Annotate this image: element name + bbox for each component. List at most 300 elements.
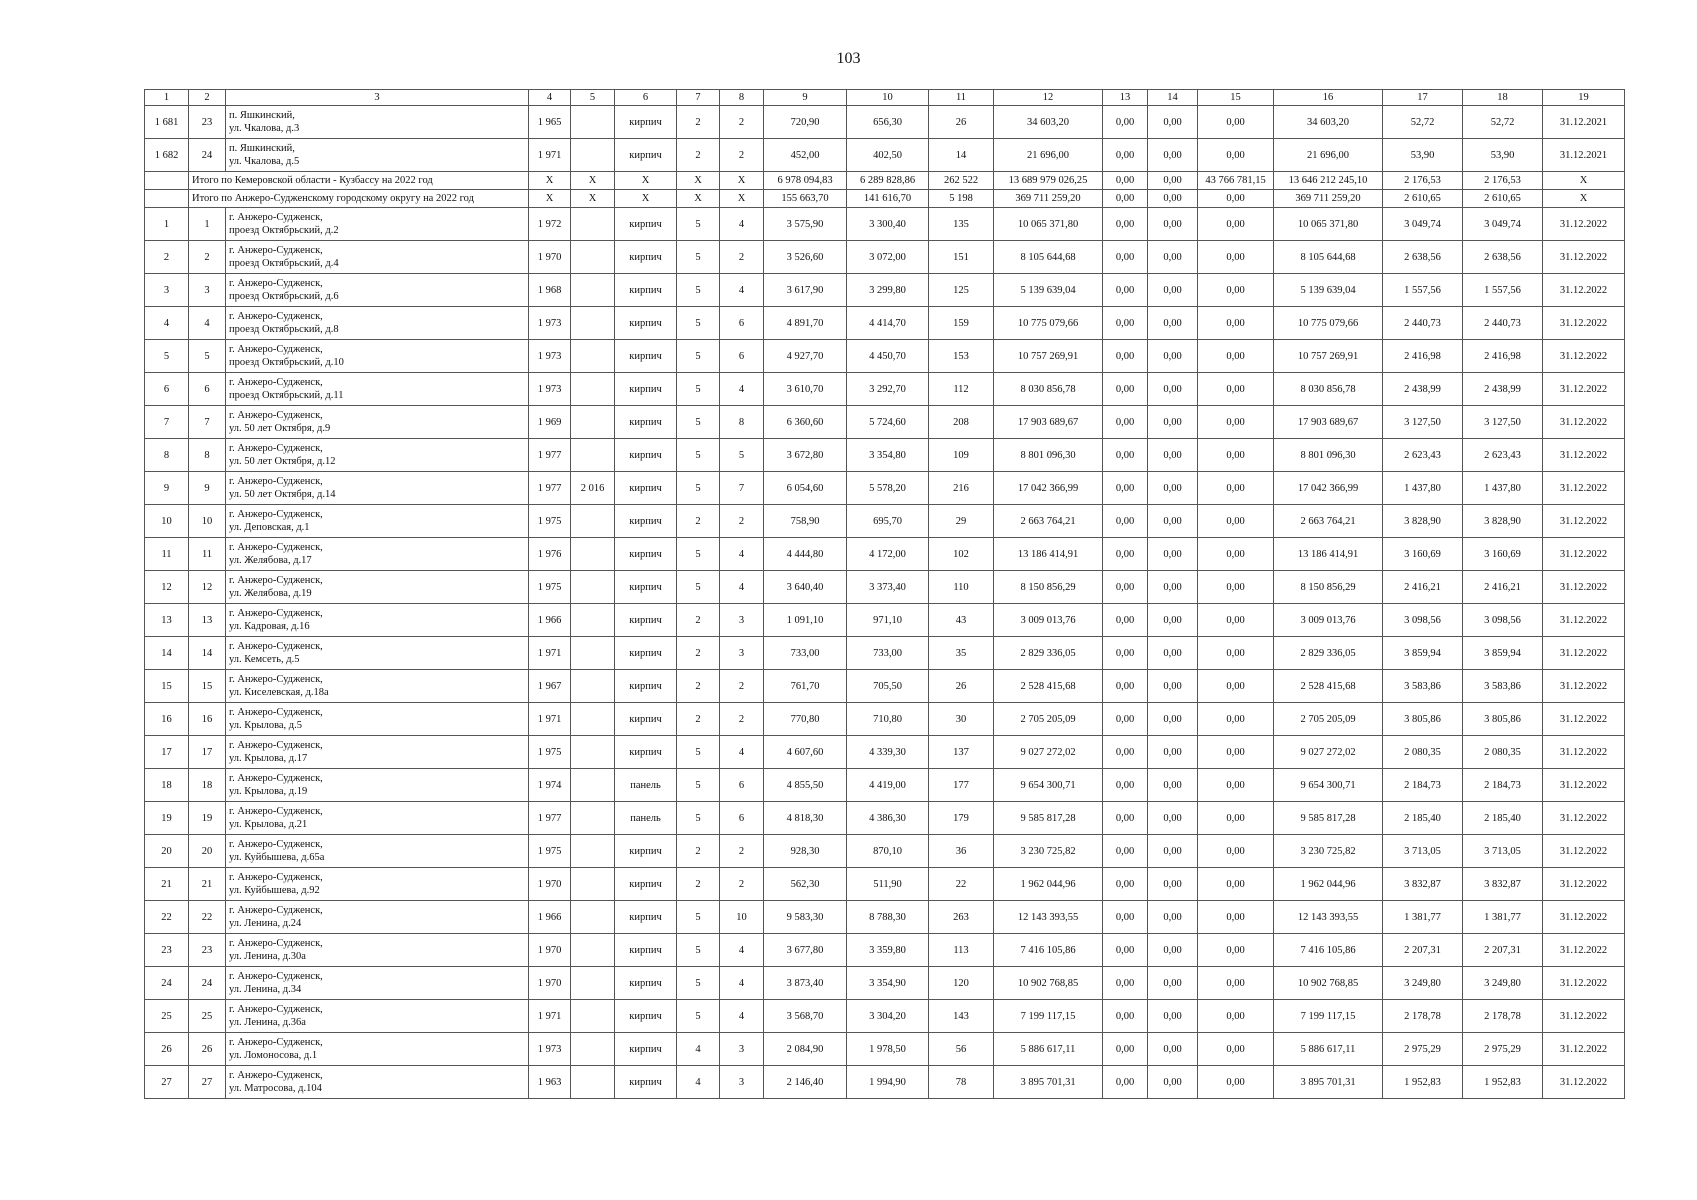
cell-c13: 0,00: [1103, 967, 1148, 1000]
cell-c13: 0,00: [1103, 208, 1148, 241]
cell-c18: 53,90: [1463, 139, 1543, 172]
cell-year2: [571, 802, 615, 835]
cell-area_res: 4 450,70: [847, 340, 929, 373]
table-row: [145, 472, 1625, 505]
address-street: ул. Крылова, д.5: [229, 720, 303, 731]
table-row: [145, 139, 1625, 172]
address-street: ул. Ленина, д.34: [229, 984, 302, 995]
column-number-cell: 17: [1383, 90, 1463, 106]
cell-entr: 6: [720, 340, 764, 373]
cell-c18: 1 381,77: [1463, 901, 1543, 934]
cell-people: 43: [929, 604, 994, 637]
cell-cost: 8 030 856,78: [994, 373, 1103, 406]
cell-date: 31.12.2022: [1543, 1033, 1625, 1066]
cell-mat: кирпич: [615, 571, 677, 604]
cell-year2: [571, 406, 615, 439]
address-locality: г. Анжеро-Судженск,: [229, 212, 323, 223]
total-cell-c6: X: [615, 172, 677, 190]
cell-entr: 4: [720, 967, 764, 1000]
cell-c16: 34 603,20: [1274, 106, 1383, 139]
cell-c17: 2 080,35: [1383, 736, 1463, 769]
cell-area_res: 3 373,40: [847, 571, 929, 604]
cell-year2: [571, 373, 615, 406]
total-cell-c7: X: [677, 172, 720, 190]
address-locality: г. Анжеро-Судженск,: [229, 938, 323, 949]
cell-c18: 3 832,87: [1463, 868, 1543, 901]
address-locality: г. Анжеро-Судженск,: [229, 608, 323, 619]
address-locality: г. Анжеро-Судженск,: [229, 740, 323, 751]
table-row: [145, 439, 1625, 472]
table-row: [145, 373, 1625, 406]
cell-area_res: 3 354,80: [847, 439, 929, 472]
total-cell-c10: 6 289 828,86: [847, 172, 929, 190]
cell-floors: 4: [677, 1066, 720, 1099]
cell-c16: 5 886 617,11: [1274, 1033, 1383, 1066]
cell-area_res: 733,00: [847, 637, 929, 670]
cell-c17: 3 583,86: [1383, 670, 1463, 703]
cell-c15: 0,00: [1198, 307, 1274, 340]
cell-c15: 0,00: [1198, 1000, 1274, 1033]
cell-mat: кирпич: [615, 835, 677, 868]
cell-area_res: 3 304,20: [847, 1000, 929, 1033]
cell-mat: кирпич: [615, 241, 677, 274]
row-number-cell: 5: [145, 340, 189, 373]
cell-year2: [571, 901, 615, 934]
cell-mat: кирпич: [615, 139, 677, 172]
cell-area: 562,30: [764, 868, 847, 901]
cell-year: 1 971: [529, 1000, 571, 1033]
page-number: 103: [836, 50, 861, 67]
total-label: Итого по Кемеровской области - Кузбассу на 2022 год: [189, 172, 529, 190]
cell-area: 733,00: [764, 637, 847, 670]
cell-cost: 7 199 117,15: [994, 1000, 1103, 1033]
address-street: ул. Желябова, д.17: [229, 555, 312, 566]
address-street: ул. Матросова, д.104: [229, 1083, 322, 1094]
cell-entr: 6: [720, 769, 764, 802]
cell-c13: 0,00: [1103, 241, 1148, 274]
address-street: ул. Ломоносова, д.1: [229, 1050, 318, 1061]
row-number-cell: 1: [145, 208, 189, 241]
cell-year: 1 977: [529, 439, 571, 472]
cell-year: 1 970: [529, 868, 571, 901]
cell-c18: 2 185,40: [1463, 802, 1543, 835]
address-locality: г. Анжеро-Судженск,: [229, 443, 323, 454]
cell-c14: 0,00: [1148, 439, 1198, 472]
cell-cost: 21 696,00: [994, 139, 1103, 172]
row-number-cell: 18: [145, 769, 189, 802]
cell-year: 1 963: [529, 1066, 571, 1099]
cell-mat: кирпич: [615, 604, 677, 637]
address-street: ул. Киселевская, д.18а: [229, 687, 329, 698]
cell-cost: 3 895 701,31: [994, 1066, 1103, 1099]
cell-c16: 3 230 725,82: [1274, 835, 1383, 868]
address-locality: г. Анжеро-Судженск,: [229, 971, 323, 982]
address-locality: г. Анжеро-Судженск,: [229, 311, 323, 322]
total-cell-c18: 2 610,65: [1463, 190, 1543, 208]
cell-date: 31.12.2022: [1543, 703, 1625, 736]
total-cell-c15: 0,00: [1198, 190, 1274, 208]
cell-c15: 0,00: [1198, 406, 1274, 439]
cell-area: 4 891,70: [764, 307, 847, 340]
cell-area: 3 526,60: [764, 241, 847, 274]
cell-c14: 0,00: [1148, 934, 1198, 967]
table-row: [145, 901, 1625, 934]
cell-c16: 9 654 300,71: [1274, 769, 1383, 802]
cell-c18: 2 080,35: [1463, 736, 1543, 769]
row-number-cell: 26: [145, 1033, 189, 1066]
cell-date: 31.12.2021: [1543, 106, 1625, 139]
cell-cost: 17 903 689,67: [994, 406, 1103, 439]
column-number-cell: 1: [145, 90, 189, 106]
address-cell: [226, 769, 529, 802]
total-cell-c8: X: [720, 190, 764, 208]
address-street: ул. Кемсеть, д.5: [229, 654, 300, 665]
total-cell-c17: 2 176,53: [1383, 172, 1463, 190]
cell-floors: 5: [677, 736, 720, 769]
cell-year2: [571, 604, 615, 637]
cell-mat: кирпич: [615, 868, 677, 901]
cell-area: 761,70: [764, 670, 847, 703]
cell-c18: 2 438,99: [1463, 373, 1543, 406]
address-street: ул. 50 лет Октября, д.14: [229, 489, 336, 500]
cell-c17: 3 098,56: [1383, 604, 1463, 637]
cell-people: 179: [929, 802, 994, 835]
cell-floors: 2: [677, 835, 720, 868]
cell-floors: 5: [677, 472, 720, 505]
table-row: [145, 868, 1625, 901]
cell-c18: 3 805,86: [1463, 703, 1543, 736]
cell-date: 31.12.2022: [1543, 934, 1625, 967]
total-cell-c7: X: [677, 190, 720, 208]
cell-c16: 2 528 415,68: [1274, 670, 1383, 703]
address-street: проезд Октябрьский, д.4: [229, 258, 339, 269]
cell-c13: 0,00: [1103, 1033, 1148, 1066]
address-locality: г. Анжеро-Судженск,: [229, 905, 323, 916]
cell-mat: кирпич: [615, 274, 677, 307]
cell-c13: 0,00: [1103, 802, 1148, 835]
cell-area_res: 4 172,00: [847, 538, 929, 571]
column-number-row: [145, 90, 1625, 106]
cell-c15: 0,00: [1198, 769, 1274, 802]
cell-c13: 0,00: [1103, 274, 1148, 307]
cell-year: 1 970: [529, 967, 571, 1000]
cell-c14: 0,00: [1148, 736, 1198, 769]
row-number-cell: 8: [145, 439, 189, 472]
cell-c16: 1 962 044,96: [1274, 868, 1383, 901]
address-cell: [226, 637, 529, 670]
cell-people: 78: [929, 1066, 994, 1099]
address-locality: г. Анжеро-Судженск,: [229, 575, 323, 586]
cell-floors: 2: [677, 868, 720, 901]
cell-floors: 5: [677, 538, 720, 571]
cell-year2: [571, 934, 615, 967]
total-cell-c10: 141 616,70: [847, 190, 929, 208]
cell-cost: 1 962 044,96: [994, 868, 1103, 901]
cell-year2: [571, 1033, 615, 1066]
cell-c17: 1 437,80: [1383, 472, 1463, 505]
cell-area_res: 3 292,70: [847, 373, 929, 406]
cell-entr: 4: [720, 934, 764, 967]
row-number-cell: 23: [145, 934, 189, 967]
cell-c13: 0,00: [1103, 1066, 1148, 1099]
cell-c18: 3 828,90: [1463, 505, 1543, 538]
cell-entr: 2: [720, 670, 764, 703]
local-number-cell: 18: [189, 769, 226, 802]
cell-mat: панель: [615, 802, 677, 835]
cell-c16: 9 585 817,28: [1274, 802, 1383, 835]
cell-year: 1 970: [529, 241, 571, 274]
local-number-cell: 26: [189, 1033, 226, 1066]
cell-area_res: 971,10: [847, 604, 929, 637]
local-number-cell: 16: [189, 703, 226, 736]
cell-entr: 4: [720, 538, 764, 571]
address-cell: [226, 835, 529, 868]
cell-c16: 5 139 639,04: [1274, 274, 1383, 307]
cell-c17: 52,72: [1383, 106, 1463, 139]
cell-area: 3 617,90: [764, 274, 847, 307]
total-cell-c4: X: [529, 172, 571, 190]
cell-area_res: 656,30: [847, 106, 929, 139]
cell-year2: [571, 208, 615, 241]
address-cell: [226, 934, 529, 967]
local-number-cell: 6: [189, 373, 226, 406]
cell-entr: 2: [720, 505, 764, 538]
address-cell: [226, 571, 529, 604]
address-locality: г. Анжеро-Судженск,: [229, 410, 323, 421]
total-cell-c14: 0,00: [1148, 190, 1198, 208]
cell-entr: 2: [720, 835, 764, 868]
cell-people: 177: [929, 769, 994, 802]
cell-entr: 4: [720, 736, 764, 769]
total-cell-c5: X: [571, 190, 615, 208]
cell-year2: [571, 1066, 615, 1099]
cell-year: 1 975: [529, 505, 571, 538]
address-street: ул. Крылова, д.21: [229, 819, 308, 830]
cell-area: 2 084,90: [764, 1033, 847, 1066]
cell-mat: кирпич: [615, 208, 677, 241]
cell-area: 3 677,80: [764, 934, 847, 967]
address-cell: [226, 802, 529, 835]
cell-people: 153: [929, 340, 994, 373]
row-number-cell: 14: [145, 637, 189, 670]
cell-c15: 0,00: [1198, 538, 1274, 571]
column-number-cell: 12: [994, 90, 1103, 106]
cell-c18: 1 557,56: [1463, 274, 1543, 307]
cell-area_res: 3 354,90: [847, 967, 929, 1000]
table-row: [145, 208, 1625, 241]
cell-area_res: 3 072,00: [847, 241, 929, 274]
cell-area: 4 855,50: [764, 769, 847, 802]
address-street: ул. Чкалова, д.3: [229, 123, 300, 134]
cell-c16: 12 143 393,55: [1274, 901, 1383, 934]
cell-people: 26: [929, 670, 994, 703]
table-row: [145, 307, 1625, 340]
cell-entr: 5: [720, 439, 764, 472]
cell-c14: 0,00: [1148, 769, 1198, 802]
row-number-cell: 24: [145, 967, 189, 1000]
cell-cost: 2 663 764,21: [994, 505, 1103, 538]
cell-c18: 2 440,73: [1463, 307, 1543, 340]
cell-c17: 2 416,21: [1383, 571, 1463, 604]
cell-mat: кирпич: [615, 637, 677, 670]
cell-c15: 0,00: [1198, 967, 1274, 1000]
cell-cost: 3 009 013,76: [994, 604, 1103, 637]
cell-area_res: 4 414,70: [847, 307, 929, 340]
cell-cost: 12 143 393,55: [994, 901, 1103, 934]
cell-c13: 0,00: [1103, 868, 1148, 901]
cell-year: 1 975: [529, 736, 571, 769]
cell-area_res: 511,90: [847, 868, 929, 901]
address-street: ул. Куйбышева, д.65а: [229, 852, 325, 863]
cell-area: 6 054,60: [764, 472, 847, 505]
cell-c18: 2 975,29: [1463, 1033, 1543, 1066]
address-locality: г. Анжеро-Судженск,: [229, 707, 323, 718]
cell-year2: [571, 439, 615, 472]
cell-cost: 9 654 300,71: [994, 769, 1103, 802]
cell-c16: 21 696,00: [1274, 139, 1383, 172]
cell-cost: 2 528 415,68: [994, 670, 1103, 703]
cell-entr: 6: [720, 802, 764, 835]
table-row: [145, 106, 1625, 139]
cell-c14: 0,00: [1148, 208, 1198, 241]
local-number-cell: 27: [189, 1066, 226, 1099]
cell-entr: 4: [720, 1000, 764, 1033]
cell-people: 29: [929, 505, 994, 538]
cell-area: 4 444,80: [764, 538, 847, 571]
cell-c15: 0,00: [1198, 106, 1274, 139]
address-street: ул. Крылова, д.17: [229, 753, 308, 764]
row-number-cell: 6: [145, 373, 189, 406]
cell-area_res: 3 299,80: [847, 274, 929, 307]
cell-date: 31.12.2022: [1543, 637, 1625, 670]
cell-year2: [571, 835, 615, 868]
cell-c14: 0,00: [1148, 571, 1198, 604]
cell-cost: 5 886 617,11: [994, 1033, 1103, 1066]
address-street: ул. Ленина, д.30а: [229, 951, 306, 962]
address-cell: [226, 340, 529, 373]
address-cell: [226, 703, 529, 736]
total-cell-c11: 5 198: [929, 190, 994, 208]
cell-c17: 3 249,80: [1383, 967, 1463, 1000]
table-row: [145, 406, 1625, 439]
cell-c18: 3 160,69: [1463, 538, 1543, 571]
cell-entr: 2: [720, 139, 764, 172]
cell-floors: 5: [677, 340, 720, 373]
cell-mat: кирпич: [615, 373, 677, 406]
cell-area: 928,30: [764, 835, 847, 868]
column-number-cell: 16: [1274, 90, 1383, 106]
cell-cost: 7 416 105,86: [994, 934, 1103, 967]
cell-c17: 2 440,73: [1383, 307, 1463, 340]
cell-people: 208: [929, 406, 994, 439]
cell-c15: 0,00: [1198, 505, 1274, 538]
cell-c16: 3 895 701,31: [1274, 1066, 1383, 1099]
cell-area: 3 672,80: [764, 439, 847, 472]
cell-mat: кирпич: [615, 439, 677, 472]
cell-c13: 0,00: [1103, 637, 1148, 670]
address-street: проезд Октябрьский, д.6: [229, 291, 339, 302]
cell-date: 31.12.2022: [1543, 208, 1625, 241]
cell-floors: 2: [677, 106, 720, 139]
cell-year: 1 973: [529, 340, 571, 373]
cell-c16: 10 902 768,85: [1274, 967, 1383, 1000]
address-locality: г. Анжеро-Судженск,: [229, 1037, 323, 1048]
total-cell-c8: X: [720, 172, 764, 190]
cell-c18: 3 583,86: [1463, 670, 1543, 703]
local-number-cell: 17: [189, 736, 226, 769]
cell-people: 56: [929, 1033, 994, 1066]
cell-area_res: 402,50: [847, 139, 929, 172]
cell-c17: 2 623,43: [1383, 439, 1463, 472]
cell-entr: 7: [720, 472, 764, 505]
address-cell: [226, 406, 529, 439]
cell-date: 31.12.2022: [1543, 340, 1625, 373]
cell-people: 125: [929, 274, 994, 307]
cell-cost: 5 139 639,04: [994, 274, 1103, 307]
cell-c14: 0,00: [1148, 373, 1198, 406]
cell-area_res: 5 724,60: [847, 406, 929, 439]
cell-entr: 4: [720, 373, 764, 406]
address-street: ул. Ленина, д.24: [229, 918, 302, 929]
cell-people: 120: [929, 967, 994, 1000]
cell-year2: [571, 868, 615, 901]
cell-cost: 8 150 856,29: [994, 571, 1103, 604]
cell-area_res: 4 419,00: [847, 769, 929, 802]
column-number-cell: 14: [1148, 90, 1198, 106]
local-number-cell: 9: [189, 472, 226, 505]
cell-floors: 5: [677, 769, 720, 802]
table-row: [145, 670, 1625, 703]
cell-c14: 0,00: [1148, 967, 1198, 1000]
cell-mat: кирпич: [615, 901, 677, 934]
cell-year2: [571, 1000, 615, 1033]
cell-cost: 17 042 366,99: [994, 472, 1103, 505]
total-cell-c15: 43 766 781,15: [1198, 172, 1274, 190]
total-cell-c16: 13 646 212 245,10: [1274, 172, 1383, 190]
cell-c18: 1 437,80: [1463, 472, 1543, 505]
address-locality: г. Анжеро-Судженск,: [229, 542, 323, 553]
cell-c13: 0,00: [1103, 901, 1148, 934]
cell-area: 9 583,30: [764, 901, 847, 934]
local-number-cell: 12: [189, 571, 226, 604]
address-cell: [226, 1000, 529, 1033]
cell-area_res: 4 386,30: [847, 802, 929, 835]
cell-c15: 0,00: [1198, 736, 1274, 769]
row-number-cell: 21: [145, 868, 189, 901]
cell-entr: 3: [720, 1066, 764, 1099]
address-locality: п. Яшкинский,: [229, 143, 295, 154]
address-cell: [226, 439, 529, 472]
row-number-cell: 27: [145, 1066, 189, 1099]
address-cell: [226, 208, 529, 241]
cell-cost: 9 585 817,28: [994, 802, 1103, 835]
cell-entr: 2: [720, 241, 764, 274]
cell-mat: кирпич: [615, 1033, 677, 1066]
cell-people: 14: [929, 139, 994, 172]
cell-c18: 2 416,21: [1463, 571, 1543, 604]
address-cell: [226, 967, 529, 1000]
cell-area: 4 818,30: [764, 802, 847, 835]
cell-c16: 10 065 371,80: [1274, 208, 1383, 241]
cell-year2: [571, 571, 615, 604]
cell-year2: [571, 340, 615, 373]
cell-year: 1 968: [529, 274, 571, 307]
table-row: [145, 1066, 1625, 1099]
cell-area_res: 3 359,80: [847, 934, 929, 967]
cell-mat: кирпич: [615, 538, 677, 571]
row-number-cell: 17: [145, 736, 189, 769]
address-street: ул. Деповская, д.1: [229, 522, 310, 533]
